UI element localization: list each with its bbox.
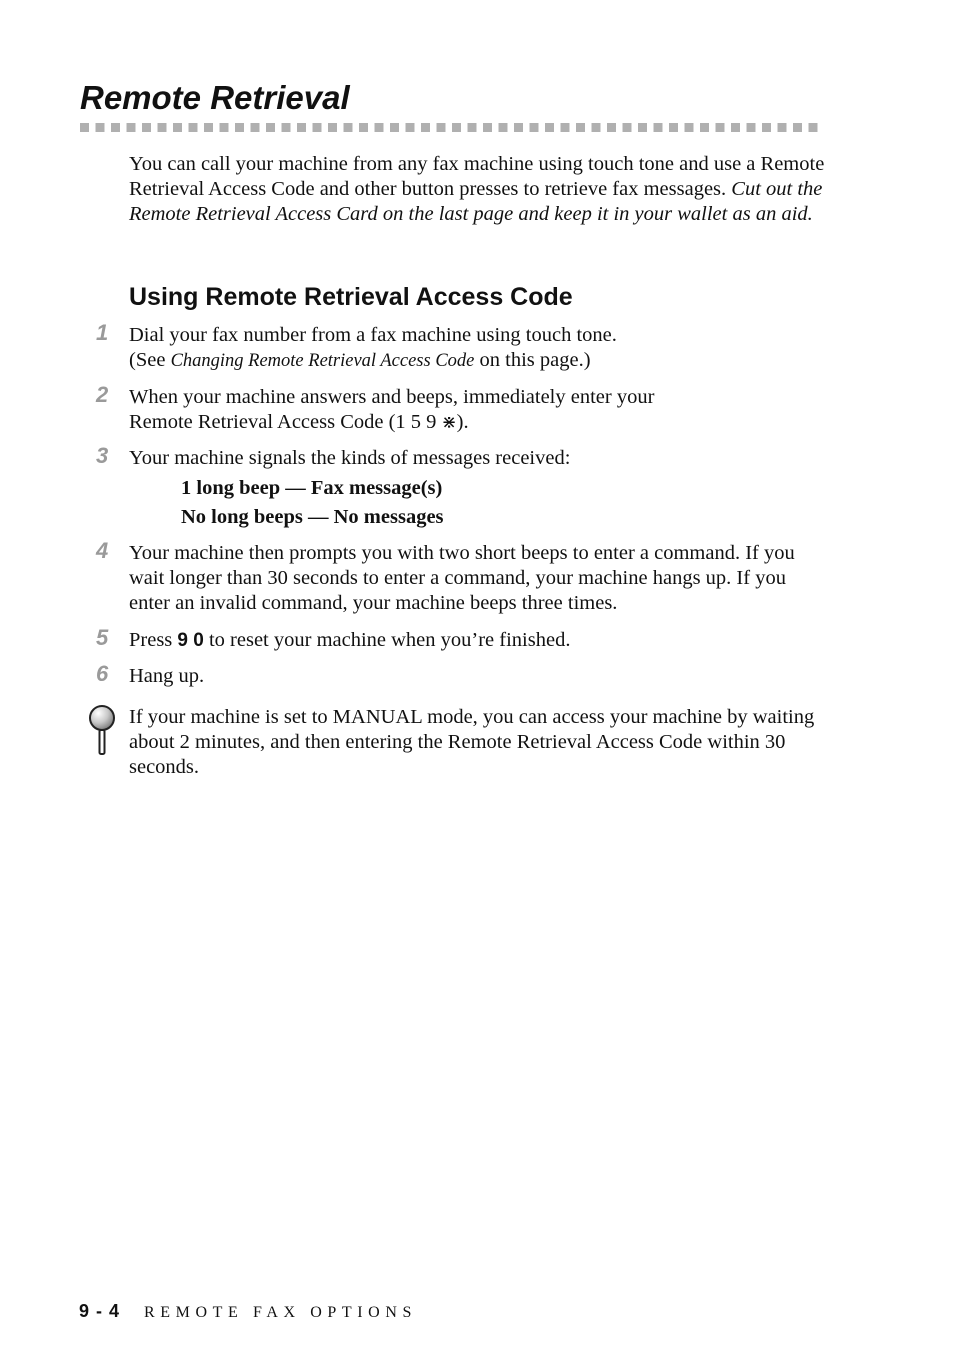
step-5 <box>129 628 829 653</box>
star-key-icon: ⋇ <box>441 412 457 433</box>
step-number-3: 3 <box>96 443 109 468</box>
intro-italic-text: Cut out the Remote Retrieval Access Card on the last page and keep it in your wallet as an aid. <box>129 178 823 225</box>
step-2 <box>129 385 829 435</box>
page-title: Remote Retrieval <box>80 79 350 116</box>
step-number-1: 1 <box>96 320 109 345</box>
step-6: Hang up. <box>129 665 205 687</box>
step-5-pre: Press <box>129 629 178 651</box>
step-1-see-line <box>129 348 829 374</box>
signal-fax-message: 1 long beep — Fax message(s) <box>181 477 443 499</box>
step-3: Your machine signals the kinds of messages received: <box>129 447 571 469</box>
step-4: Your machine then prompts you with two short beeps to enter a command. If you wait longer than 30 seconds to enter a command, your machine hangs up. If you enter an invalid command, your machine beeps three times. <box>129 542 795 614</box>
signal-no-messages: No long beeps — No messages <box>181 506 444 528</box>
step-2-close: ). <box>456 411 469 433</box>
footer-section-title: REMOTE FAX OPTIONS <box>144 1304 417 1321</box>
section-heading: Using Remote Retrieval Access Code <box>129 283 573 311</box>
step-1-see-open: (See <box>129 349 171 371</box>
note-text: If your machine is set to MANUAL mode, you can access your machine by waiting about 2 minutes, and then entering the Remote Retrieval Access Code within 30 seconds. <box>129 706 815 778</box>
page-number: 9 - 4 <box>79 1301 121 1321</box>
step-number-6: 6 <box>96 661 109 686</box>
step-2-line2 <box>129 410 829 435</box>
title-dotted-rule <box>80 123 822 132</box>
step-number-4: 4 <box>96 538 109 563</box>
step-2-code-text: Remote Retrieval Access Code (1 5 9 <box>129 411 442 433</box>
step-2-line1: When your machine answers and beeps, immediately enter your <box>129 386 655 408</box>
step-5-post: to reset your machine when you’re finished. <box>203 629 571 651</box>
step-number-5: 5 <box>96 625 109 650</box>
key-9-0: 9 0 <box>177 630 204 651</box>
magnifier-note-icon <box>87 704 117 756</box>
step-1-line1: Dial your fax number from a fax machine using touch tone. <box>129 324 617 346</box>
step-1-see-close: on this page.) <box>474 349 591 371</box>
page-footer <box>79 1300 417 1324</box>
intro-text: You can call your machine from any fax machine using touch tone and use a Remote Retrieval Access Code and other button presses to retrieve fax messages. <box>129 153 825 200</box>
step-1-see-ref: Changing Remote Retrieval Access Code <box>170 351 475 371</box>
step-1 <box>129 323 829 374</box>
step-number-2: 2 <box>96 382 109 407</box>
intro-paragraph <box>129 152 829 227</box>
